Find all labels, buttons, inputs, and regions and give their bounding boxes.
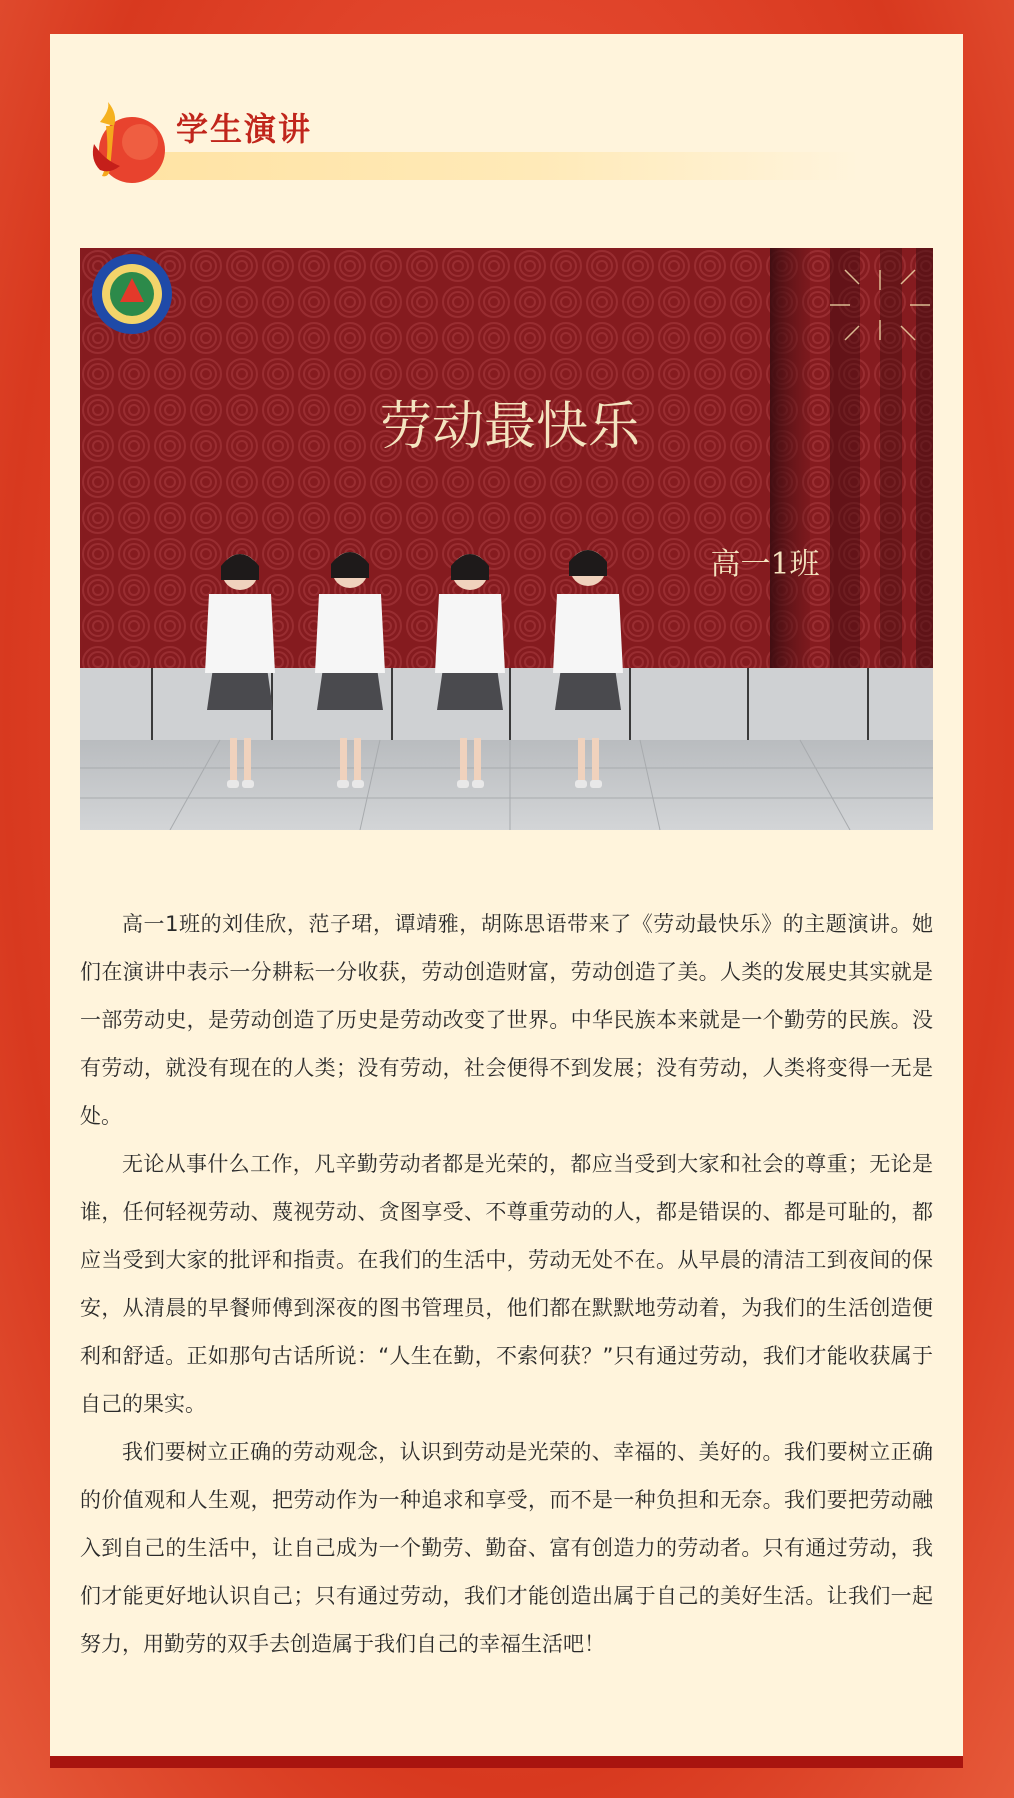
title-band: [140, 152, 860, 180]
article-body: [80, 900, 933, 1668]
article-paragraph-3: 我们要树立正确的劳动观念，认识到劳动是光荣的、幸福的、美好的。我们要树立正确的价值观和人生观，把劳动作为一种追求和享受，而不是一种负担和无奈。我们要把劳动融入到自己的生活中，让自己成为一个勤劳、勤奋、富有创造力的劳动者。只有通过劳动，我们才能更好地认识自己；只有通过劳动，我们才能创造出属于自己的美好生活。让我们一起努力，用勤劳的双手去创造属于我们自己的幸福生活吧！: [80, 1440, 933, 1656]
article-paragraph-1: 高一1班的刘佳欣，范子珺，谭靖雅，胡陈思语带来了《劳动最快乐》的主题演讲。她们在演讲中表示一分耕耘一分收获，劳动创造财富，劳动创造了美。人类的发展史其实就是一部劳动史，是劳动创造了历史是劳动改变了世界。中华民族本来就是一个勤劳的民族。没有劳动，就没有现在的人类；没有劳动，社会便得不到发展；没有劳动，人类将变得一无是处。: [80, 912, 933, 1128]
card-bottom-bar: [50, 1756, 963, 1768]
torch-sun-icon: [80, 100, 170, 190]
article-paragraph-2: 无论从事什么工作，凡辛勤劳动者都是光荣的，都应当受到大家和社会的尊重；无论是谁，任何轻视劳动、蔑视劳动、贪图享受、不尊重劳动的人，都是错误的、都是可耻的，都应当受到大家的批评和指责。在我们的生活中，劳动无处不在。从早晨的清洁工到夜间的保安，从清晨的早餐师傅到深夜的图书管理员，他们都在默默地劳动着，为我们的生活创造便利和舒适。正如那句古话所说：“人生在勤，不索何获？”只有通过劳动，我们才能收获属于自己的果实。: [80, 1152, 933, 1416]
school-emblem-icon: [92, 254, 172, 334]
banner-title: 劳动最快乐: [379, 397, 641, 457]
article-card: [50, 34, 963, 1756]
section-header: [80, 100, 900, 180]
section-title: 学生演讲: [176, 110, 313, 148]
stage-floor: [80, 740, 933, 830]
class-label: 高一1班: [710, 547, 820, 582]
speech-photo: [80, 248, 933, 830]
speech-photo-scene: [80, 248, 933, 830]
